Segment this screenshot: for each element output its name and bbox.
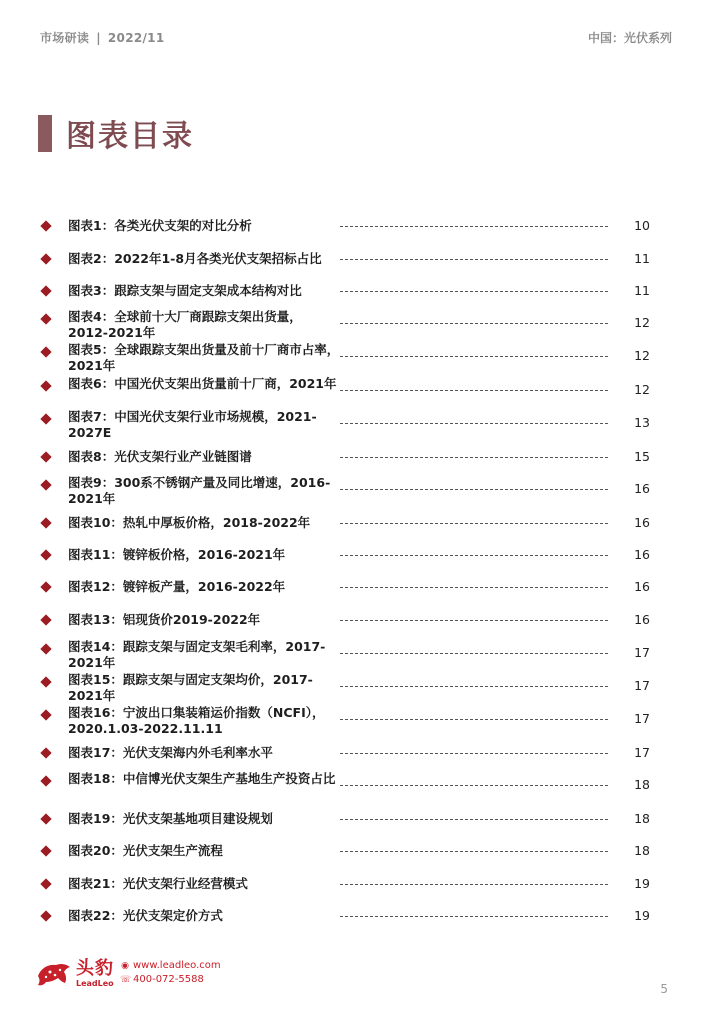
dot-leader bbox=[340, 259, 608, 260]
toc-page-number: 19 bbox=[634, 908, 650, 923]
dot-leader bbox=[340, 323, 608, 324]
header-report-type: 市场研读 bbox=[40, 31, 90, 45]
toc-row[interactable] bbox=[0, 809, 710, 841]
toc-label: 图表6：中国光伏支架出货量前十厂商，2021年 bbox=[68, 376, 337, 391]
toc-label: 图表12：镀锌板产量，2016-2022年 bbox=[68, 579, 286, 594]
toc-page-number: 12 bbox=[634, 348, 650, 363]
toc-row[interactable] bbox=[0, 376, 710, 412]
toc-row[interactable] bbox=[0, 475, 710, 511]
page-title: 图表目录 bbox=[66, 119, 194, 154]
dot-leader bbox=[340, 753, 608, 754]
globe-icon: ◉ bbox=[121, 961, 129, 971]
toc-label: 图表16：宁波出口集装箱运价指数（NCFI），2020.1.03-2022.11.11 bbox=[68, 705, 325, 736]
toc-page-number: 19 bbox=[634, 876, 650, 891]
page-number: 5 bbox=[660, 982, 668, 996]
toc-label: 图表17：光伏支架海内外毛利率水平 bbox=[68, 745, 273, 760]
bullet-diamond-icon bbox=[40, 709, 51, 720]
toc-label: 图表9：300系不锈钢产量及同比增速，2016-2021年 bbox=[68, 475, 331, 506]
toc-row[interactable] bbox=[0, 577, 710, 609]
toc-page-number: 11 bbox=[634, 283, 650, 298]
bullet-diamond-icon bbox=[40, 220, 51, 231]
toc-label: 图表1：各类光伏支架的对比分析 bbox=[68, 218, 252, 233]
toc-page-number: 16 bbox=[634, 481, 650, 496]
logo-text bbox=[76, 959, 114, 988]
toc-page-number: 18 bbox=[634, 811, 650, 826]
toc-page-number: 18 bbox=[634, 777, 650, 792]
bullet-diamond-icon bbox=[40, 517, 51, 528]
bullet-diamond-icon bbox=[40, 676, 51, 687]
dot-leader bbox=[340, 423, 608, 424]
toc-row[interactable] bbox=[0, 610, 710, 642]
toc-label: 图表8：光伏支架行业产业链图谱 bbox=[68, 449, 252, 464]
website-row bbox=[120, 959, 221, 973]
toc-label: 图表20：光伏支架生产流程 bbox=[68, 843, 223, 858]
bullet-diamond-icon bbox=[40, 285, 51, 296]
dot-leader bbox=[340, 785, 608, 786]
toc-label: 图表7：中国光伏支架行业市场规模，2021-2027E bbox=[68, 409, 317, 440]
toc-row[interactable] bbox=[0, 672, 710, 708]
toc-label: 图表19：光伏支架基地项目建设规划 bbox=[68, 811, 273, 826]
toc-page-number: 12 bbox=[634, 382, 650, 397]
dot-leader bbox=[340, 523, 608, 524]
contact-info bbox=[120, 959, 221, 987]
toc-page-number: 16 bbox=[634, 612, 650, 627]
dot-leader bbox=[340, 555, 608, 556]
toc-row[interactable] bbox=[0, 705, 710, 741]
toc-row[interactable] bbox=[0, 249, 710, 281]
toc-row[interactable] bbox=[0, 309, 710, 345]
toc-page-number: 13 bbox=[634, 415, 650, 430]
dot-leader bbox=[340, 587, 608, 588]
dot-leader bbox=[340, 851, 608, 852]
bullet-diamond-icon bbox=[40, 813, 51, 824]
bullet-diamond-icon bbox=[40, 775, 51, 786]
page-title-block bbox=[38, 113, 194, 153]
header-left bbox=[40, 29, 164, 46]
bullet-diamond-icon bbox=[40, 581, 51, 592]
toc-page-number: 12 bbox=[634, 315, 650, 330]
toc-page-number: 17 bbox=[634, 678, 650, 693]
toc-label: 图表14：跟踪支架与固定支架毛利率，2017-2021年 bbox=[68, 639, 326, 670]
title-accent-bar bbox=[38, 115, 52, 152]
bullet-diamond-icon bbox=[40, 451, 51, 462]
dot-leader bbox=[340, 457, 608, 458]
dot-leader bbox=[340, 226, 608, 227]
dot-leader bbox=[340, 916, 608, 917]
dot-leader bbox=[340, 819, 608, 820]
dot-leader bbox=[340, 686, 608, 687]
toc-label: 图表21：光伏支架行业经营模式 bbox=[68, 876, 248, 891]
bullet-diamond-icon bbox=[40, 747, 51, 758]
toc-page-number: 15 bbox=[634, 449, 650, 464]
toc-page-number: 17 bbox=[634, 645, 650, 660]
toc-row[interactable] bbox=[0, 771, 710, 807]
header-separator: | bbox=[96, 31, 101, 45]
dot-leader bbox=[340, 620, 608, 621]
toc-row[interactable] bbox=[0, 216, 710, 248]
toc-label: 图表13：铝现货价2019-2022年 bbox=[68, 612, 261, 627]
toc-row[interactable] bbox=[0, 906, 710, 938]
logo-chinese: 头豹 bbox=[76, 957, 114, 979]
toc-label: 图表10：热轧中厚板价格，2018-2022年 bbox=[68, 515, 311, 530]
bullet-diamond-icon bbox=[40, 614, 51, 625]
header-date: 2022/11 bbox=[107, 31, 165, 45]
toc-label: 图表2：2022年1-8月各类光伏支架招标占比 bbox=[68, 251, 322, 266]
toc-row[interactable] bbox=[0, 409, 710, 445]
dot-leader bbox=[340, 653, 608, 654]
dot-leader bbox=[340, 719, 608, 720]
toc-page-number: 10 bbox=[634, 218, 650, 233]
bullet-diamond-icon bbox=[40, 845, 51, 856]
dot-leader bbox=[340, 489, 608, 490]
bullet-diamond-icon bbox=[40, 910, 51, 921]
dot-leader bbox=[340, 356, 608, 357]
toc-label: 图表11：镀锌板价格，2016-2021年 bbox=[68, 547, 286, 562]
header-series: 中国：光伏系列 bbox=[587, 31, 672, 45]
bullet-diamond-icon bbox=[40, 643, 51, 654]
toc-label: 图表15：跟踪支架与固定支架均价，2017-2021年 bbox=[68, 672, 313, 703]
logo-english: LeadLeo bbox=[76, 978, 114, 988]
dot-leader bbox=[340, 291, 608, 292]
toc-label: 图表22：光伏支架定价方式 bbox=[68, 908, 223, 923]
bullet-diamond-icon bbox=[40, 878, 51, 889]
toc-page-number: 16 bbox=[634, 515, 650, 530]
toc-label: 图表3：跟踪支架与固定支架成本结构对比 bbox=[68, 283, 302, 298]
toc-page-number: 17 bbox=[634, 711, 650, 726]
leopard-logo-icon bbox=[36, 958, 72, 988]
bullet-diamond-icon bbox=[40, 253, 51, 264]
bullet-diamond-icon bbox=[40, 549, 51, 560]
toc-page-number: 16 bbox=[634, 547, 650, 562]
dot-leader bbox=[340, 390, 608, 391]
bullet-diamond-icon bbox=[40, 479, 51, 490]
toc-label: 图表18：中信博光伏支架生产基地生产投资占比 bbox=[68, 771, 336, 786]
toc-row[interactable] bbox=[0, 874, 710, 906]
phone-icon: ☏ bbox=[120, 975, 132, 985]
bullet-diamond-icon bbox=[40, 346, 51, 357]
footer-brand bbox=[36, 958, 221, 988]
toc-page-number: 11 bbox=[634, 251, 650, 266]
toc-row[interactable] bbox=[0, 513, 710, 545]
toc-row[interactable] bbox=[0, 545, 710, 577]
toc-label: 图表4：全球前十大厂商跟踪支架出货量，2012-2021年 bbox=[68, 309, 302, 340]
bullet-diamond-icon bbox=[40, 313, 51, 324]
toc-page-number: 18 bbox=[634, 843, 650, 858]
toc-row[interactable] bbox=[0, 342, 710, 378]
dot-leader bbox=[340, 884, 608, 885]
toc-row[interactable] bbox=[0, 841, 710, 873]
phone-row bbox=[120, 973, 221, 987]
bullet-diamond-icon bbox=[40, 413, 51, 424]
bullet-diamond-icon bbox=[40, 380, 51, 391]
toc-page-number: 17 bbox=[634, 745, 650, 760]
toc-page-number: 16 bbox=[634, 579, 650, 594]
website-link[interactable]: www.leadleo.com bbox=[133, 960, 221, 971]
phone-number: 400-072-5588 bbox=[133, 974, 204, 985]
toc-label: 图表5：全球跟踪支架出货量及前十厂商市占率，2021年 bbox=[68, 342, 340, 373]
toc-row[interactable] bbox=[0, 639, 710, 675]
